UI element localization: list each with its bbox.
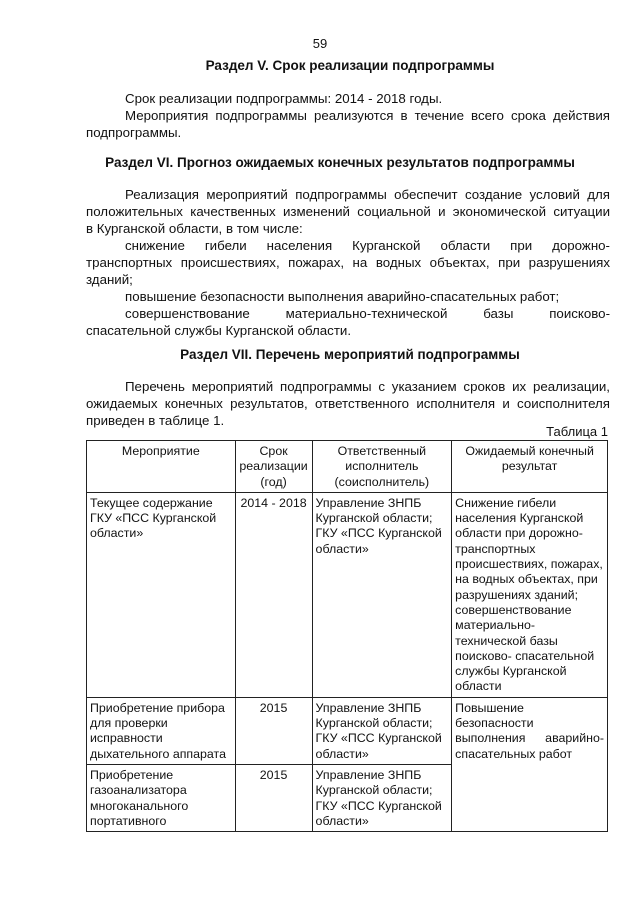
result-line: спасательных работ — [455, 746, 573, 761]
cell-measure: Текущее содержание ГКУ «ПСС Курганской области» — [87, 492, 236, 697]
section-6-paragraph: зданий; — [86, 272, 133, 287]
section-6-paragraph: повышение безопасности выполнения аварийно-спасательных работ; — [125, 289, 560, 304]
cell-measure: Приобретение газоанализатора многоканального портативного — [87, 764, 236, 831]
section-6-paragraph: транспортных происшествиях, пожарах, на водных объектах, при разрушениях — [86, 255, 610, 270]
cell-term: 2015 — [235, 764, 312, 831]
section-5-paragraph: Мероприятия подпрограммы реализуются в течение всего срока действия — [125, 108, 610, 123]
section-6-paragraph: спасательной службы Курганской области. — [86, 323, 352, 338]
page-number: 59 — [312, 36, 328, 51]
result-line: безопасности — [455, 716, 534, 731]
cell-executor: Управление ЗНПБ Курганской области; ГКУ «ПСС Курганской области» — [312, 492, 452, 697]
cell-result: Снижение гибели населения Курганской области при дорожно-транспортных происшествиях, пожарах, на водных объектах, при разрушениях зданий; совершенствование материально-технической базы поисково- спасательной службы Курганской области — [452, 492, 608, 697]
cell-executor: Управление ЗНПБ Курганской области; ГКУ «ПСС Курганской области» — [312, 764, 452, 831]
header-result: Ожидаемый конечный результат — [452, 441, 608, 493]
result-line — [455, 731, 604, 746]
section-6-heading: Раздел VI. Прогноз ожидаемых конечных результатов подпрограммы — [105, 155, 575, 170]
header-executor: Ответственный исполнитель (соисполнитель) — [312, 441, 452, 493]
section-6-paragraph: в Курганской области, в том числе: — [86, 221, 303, 236]
header-measure: Мероприятие — [87, 441, 236, 493]
table-row — [87, 492, 608, 697]
result-line: Повышение — [455, 700, 524, 715]
table-caption: Таблица 1 — [546, 424, 608, 439]
section-6-paragraph: Реализация мероприятий подпрограммы обеспечит создание условий для — [125, 187, 610, 202]
section-7-heading: Раздел VII. Перечень мероприятий подпрограммы — [180, 347, 520, 362]
section-5-paragraph: подпрограммы. — [86, 125, 182, 140]
result-word: выполнения — [455, 731, 526, 746]
section-6-paragraph: совершенствование материально-технической базы поисково- — [125, 306, 610, 321]
cell-measure: Приобретение прибора для проверки исправности дыхательного аппарата — [87, 697, 236, 764]
section-5-paragraph: Срок реализации подпрограммы: 2014 - 2018 годы. — [125, 91, 443, 106]
section-6-paragraph: снижение гибели населения Курганской области при дорожно- — [125, 238, 610, 253]
measures-table — [86, 440, 608, 832]
header-term: Срок реализации (год) — [235, 441, 312, 493]
section-6-paragraph: положительных качественных изменений социальной и экономической ситуации — [86, 204, 610, 219]
section-5-heading: Раздел V. Срок реализации подпрограммы — [205, 58, 495, 73]
section-7-paragraph: Перечень мероприятий подпрограммы с указанием сроков их реализации, — [125, 379, 610, 394]
cell-result — [452, 697, 608, 831]
section-7-paragraph: ожидаемых конечных результатов, ответственного исполнителя и соисполнителя — [86, 396, 610, 411]
cell-executor: Управление ЗНПБ Курганской области; ГКУ «ПСС Курганской области» — [312, 697, 452, 764]
section-7-paragraph: приведен в таблице 1. — [86, 413, 225, 428]
table-row — [87, 697, 608, 764]
cell-term: 2015 — [235, 697, 312, 764]
table-header-row — [87, 441, 608, 493]
result-word: аварийно- — [545, 731, 604, 746]
cell-term: 2014 - 2018 — [235, 492, 312, 697]
